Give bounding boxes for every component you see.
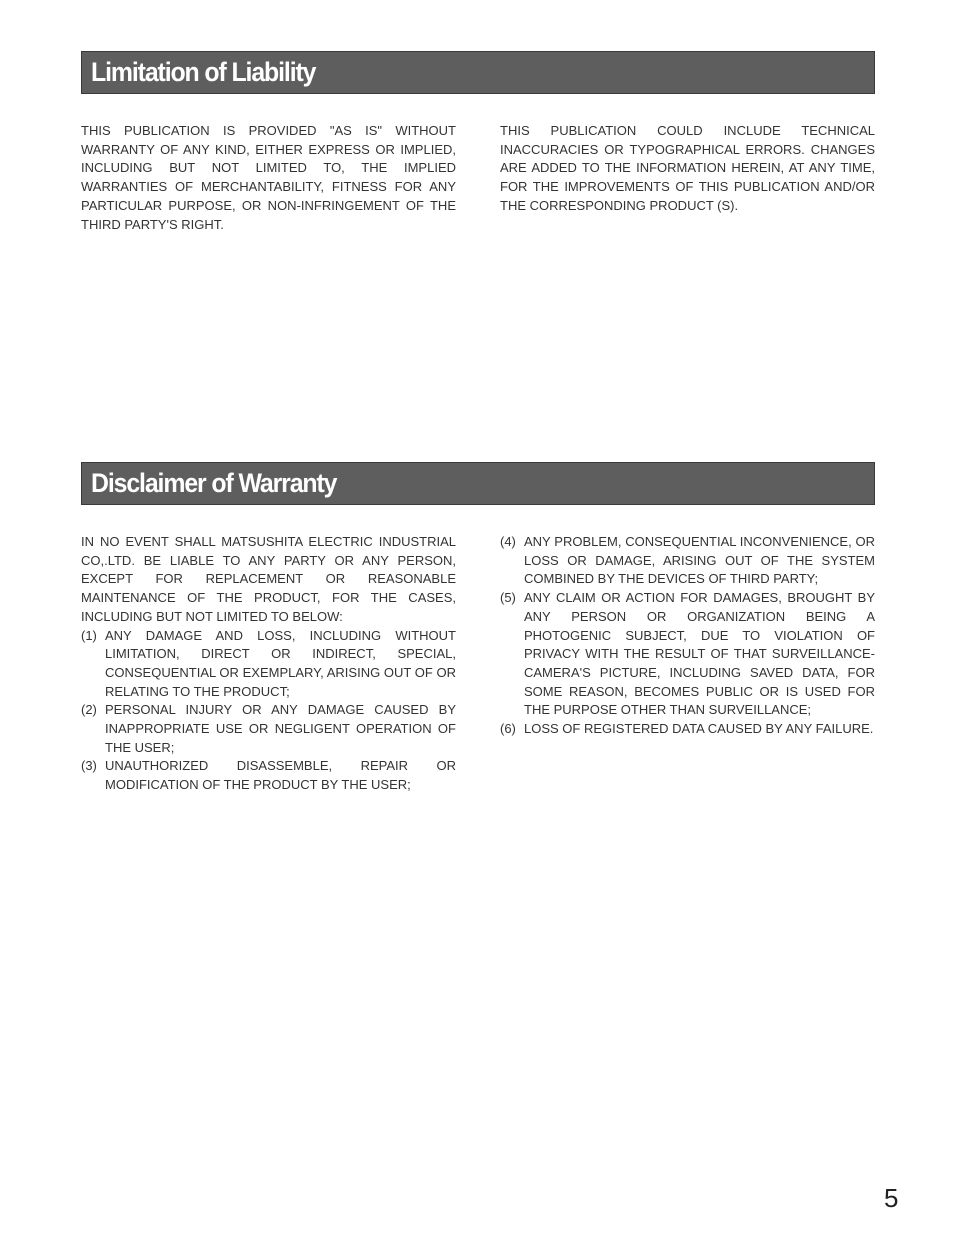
disclaimer-title: Disclaimer of Warranty <box>91 468 337 498</box>
item-number: (2) <box>81 702 97 718</box>
disclaimer-right-column <box>500 533 875 739</box>
disclaimer-intro: IN NO EVENT SHALL MATSUSHITA ELECTRIC INDUSTRIAL CO,.LTD. BE LIABLE TO ANY PARTY OR ANY PERSON, EXCEPT FOR REPLACEMENT OR REASONABLE MAINTENANCE OF THE PRODUCT, FOR THE CASES, INCLUDING BUT NOT LIMITED TO BELOW: <box>81 534 456 624</box>
item-text: LOSS OF REGISTERED DATA CAUSED BY ANY FAILURE. <box>524 721 874 737</box>
limitation-left-paragraph: THIS PUBLICATION IS PROVIDED "AS IS" WITHOUT WARRANTY OF ANY KIND, EITHER EXPRESS OR IMPLIED, INCLUDING BUT NOT LIMITED TO, THE IMPLIED WARRANTIES OF MERCHANTABILITY, FITNESS FOR ANY PARTICULAR PURPOSE, OR NON-INFRINGEMENT OF THE THIRD PARTY'S RIGHT. <box>81 123 456 232</box>
limitation-title: Limitation of Liability <box>91 57 316 87</box>
disclaimer-section-header <box>81 462 875 505</box>
item-text: PERSONAL INJURY OR ANY DAMAGE CAUSED BY INAPPROPRIATE USE OR NEGLIGENT OPERATION OF THE USER; <box>105 702 456 755</box>
disclaimer-list-item <box>81 701 456 757</box>
item-number: (4) <box>500 534 516 549</box>
limitation-left-column <box>81 122 456 234</box>
item-number: (1) <box>81 627 97 643</box>
item-text: ANY PROBLEM, CONSEQUENTIAL INCONVENIENCE, OR LOSS OR DAMAGE, ARISING OUT OF THE SYSTEM COMBINED BY THE DEVICES OF THIRD PARTY; <box>524 534 875 587</box>
disclaimer-left-column <box>81 533 456 795</box>
item-text: ANY CLAIM OR ACTION FOR DAMAGES, BROUGHT BY ANY PERSON OR ORGANIZATION BEING A PHOTOGENIC SUBJECT, DUE TO VIOLATION OF PRIVACY WITH THE RESULT OF THAT SURVEILLANCE-CAMERA'S PICTURE, INCLUDING SAVED DATA, FOR SOME REASON, BECOMES PUBLIC OR IS USED FOR THE PURPOSE OTHER THAN SURVEILLANCE; <box>524 590 875 718</box>
page-number: 5 <box>884 1183 899 1213</box>
item-number: (6) <box>500 721 516 737</box>
item-number: (5) <box>500 590 516 606</box>
item-number: (3) <box>81 758 97 774</box>
limitation-right-paragraph: THIS PUBLICATION COULD INCLUDE TECHNICAL INACCURACIES OR TYPOGRAPHICAL ERRORS. CHANGES ARE ADDED TO THE INFORMATION HEREIN, AT ANY TIME, FOR THE IMPROVEMENTS OF THIS PUBLICATION AND/OR THE CORRESPONDING PRODUCT (S). <box>500 123 875 213</box>
disclaimer-list-item <box>500 589 875 720</box>
disclaimer-list-item <box>500 720 875 739</box>
limitation-section-header <box>81 51 875 94</box>
disclaimer-list-item <box>81 627 456 702</box>
limitation-right-column <box>500 122 875 216</box>
item-text: UNAUTHORIZED DISASSEMBLE, REPAIR OR MODIFICATION OF THE PRODUCT BY THE USER; <box>105 758 456 793</box>
disclaimer-list-item <box>81 757 456 794</box>
disclaimer-list-item <box>500 533 875 589</box>
item-text: ANY DAMAGE AND LOSS, INCLUDING WITHOUT LIMITATION, DIRECT OR INDIRECT, SPECIAL, CONSEQUENTIAL OR EXEMPLARY, ARISING OUT OF OR RELATING TO THE PRODUCT; <box>105 627 456 699</box>
